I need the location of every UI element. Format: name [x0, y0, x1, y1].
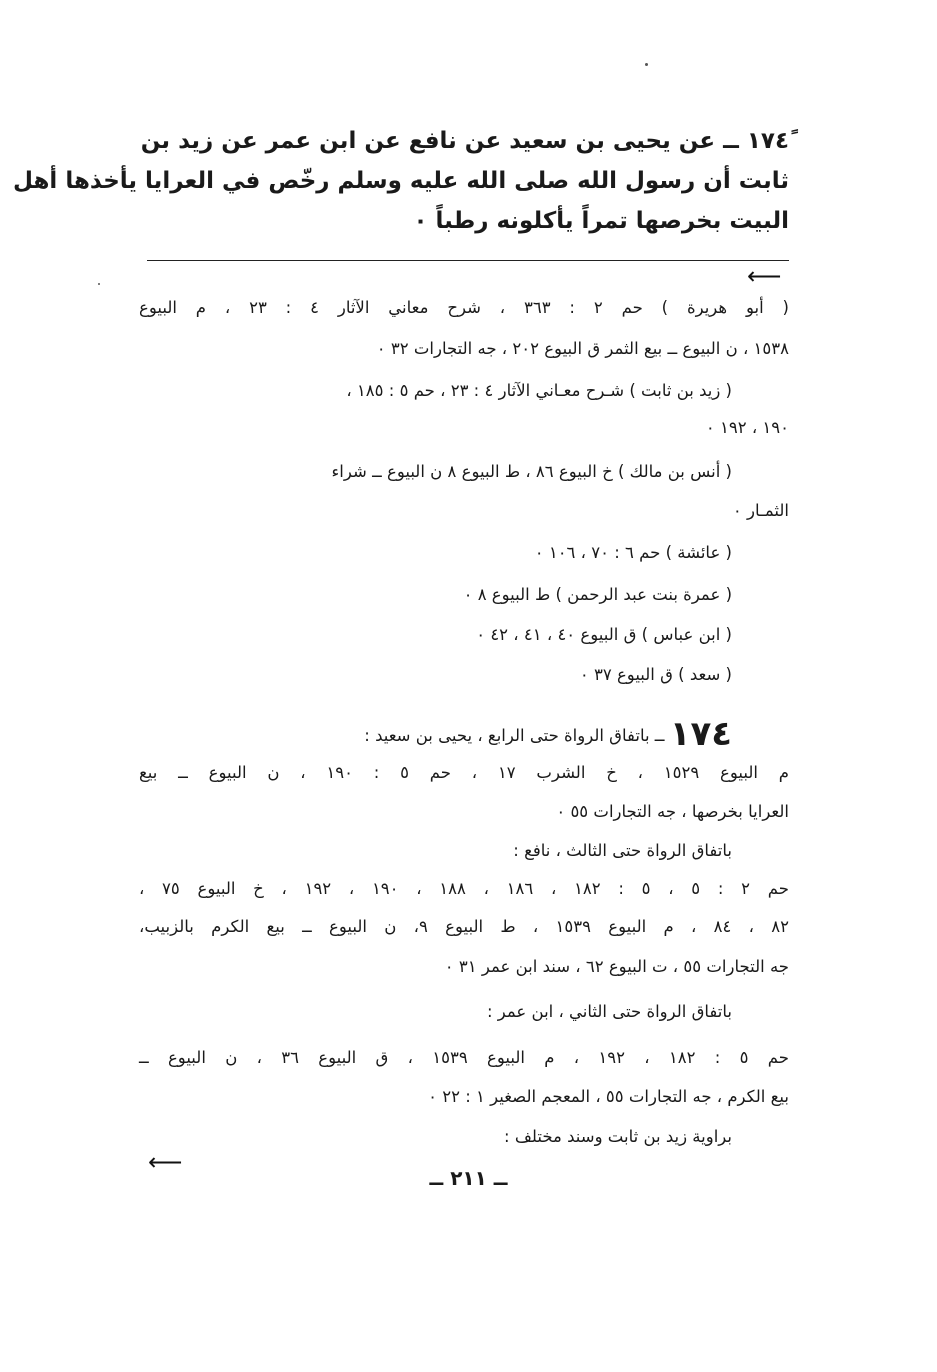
hadith-line-1: ١٧٤ً ــ عن يحيى بن سعيد عن نافع عن ابن عمر عن زيد بن [140, 128, 789, 154]
hadith-line-2: ثابت أن رسول الله صلى الله عليه وسلم رخّص في العرايا يأخذها أهل [12, 168, 789, 194]
footnote-anas-line-2: الثمـار ٠ [732, 501, 789, 520]
analysis-p2-line-2: ٨٢ ، ٨٤ ، م البيوع ١٥٣٩ ، ط البيوع ٩، ن البيوع ــ بيع الكرم بالزبيب، [139, 917, 789, 936]
footnote-abu-hurayra-line-2: ١٥٣٨ ، ن البيوع ــ بيع الثمر ق البيوع ٢٠٢ ، جه التجارات ٣٢ ٠ [376, 339, 789, 358]
footnote-arrow-icon: ⟵ [747, 262, 782, 290]
analysis-number: ١٧٤ [669, 714, 732, 754]
scan-speck [98, 283, 100, 285]
analysis-p3-line-2: بيع الكرم ، جه التجارات ٥٥ ، المعجم الصغير ١ : ٢٢ ٠ [428, 1087, 789, 1106]
analysis-p1-line-1: م البيوع ١٥٢٩ ، خ الشرب ١٧ ، حم ٥ : ١٩٠ ، ن البيوع ــ بيع [139, 763, 789, 782]
analysis-p1-line-2: العرايا بخرصها ، جه التجارات ٥٥ ٠ [556, 802, 789, 821]
footnote-zayd-line-1: ( زيد بن ثابت ) شـرح معـاني الآثار ٤ : ٢٣ ، حم ٥ : ١٨٥ ، [346, 381, 732, 400]
footnote-abu-hurayra-line-1: ( أبو هريرة ) حم ٢ : ٣٦٣ ، شرح معاني الآثار ٤ : ٢٣ ، م البيوع [139, 298, 789, 317]
footnote-separator [147, 260, 789, 261]
analysis-different-heading: براوية زيد بن ثابت وسند مختلف : [504, 1127, 732, 1146]
footnote-anas-line-1: ( أنس بن مالك ) خ البيوع ٨٦ ، ط البيوع ٨ ن البيوع ــ شراء [331, 462, 732, 481]
analysis-heading-line [364, 714, 732, 754]
hadith-line-3: البيت بخرصها تمراً يأكلونه رطباً ٠ [413, 208, 789, 234]
continue-arrow-icon: ⟵ [148, 1148, 183, 1176]
analysis-p3-line-1: حم ٥ : ١٨٢ ، ١٩٢ ، م البيوع ١٥٣٩ ، ق البيوع ٣٦ ، ن البيوع ــ [139, 1048, 789, 1067]
analysis-p2-line-3: جه التجارات ٥٥ ، ت البيوع ٦٢ ، سند ابن عمر ٣١ ٠ [444, 957, 789, 976]
analysis-p2-line-1: حم ٢ : ٥ ، ٥ : ١٨٢ ، ١٨٦ ، ١٨٨ ، ١٩٠ ، ١٩٢ ، خ البيوع ٧٥ ، [139, 879, 789, 898]
footnote-ibn-abbas: ( ابن عباس ) ق البيوع ٤٠ ، ٤١ ، ٤٢ ٠ [476, 625, 732, 644]
page-number: ــ ٢١١ ــ [429, 1166, 508, 1190]
footnote-saad: ( سعد ) ق البيوع ٣٧ ٠ [579, 665, 732, 684]
footnote-zayd-line-2: ١٩٠ ، ١٩٢ ٠ [705, 418, 789, 437]
footnote-aisha: ( عائشة ) حم ٦ : ٧٠ ، ١٠٦ ٠ [534, 543, 732, 562]
footnote-amra: ( عمرة بنت عبد الرحمن ) ط البيوع ٨ ٠ [463, 585, 732, 604]
scan-speck [645, 63, 648, 66]
analysis-third-heading: باتفاق الرواة حتى الثالث ، نافع : [513, 841, 732, 860]
analysis-heading: ــ باتفاق الرواة حتى الرابع ، يحيى بن سعيد : [364, 726, 665, 745]
analysis-second-heading: باتفاق الرواة حتى الثاني ، ابن عمر : [486, 1002, 732, 1021]
